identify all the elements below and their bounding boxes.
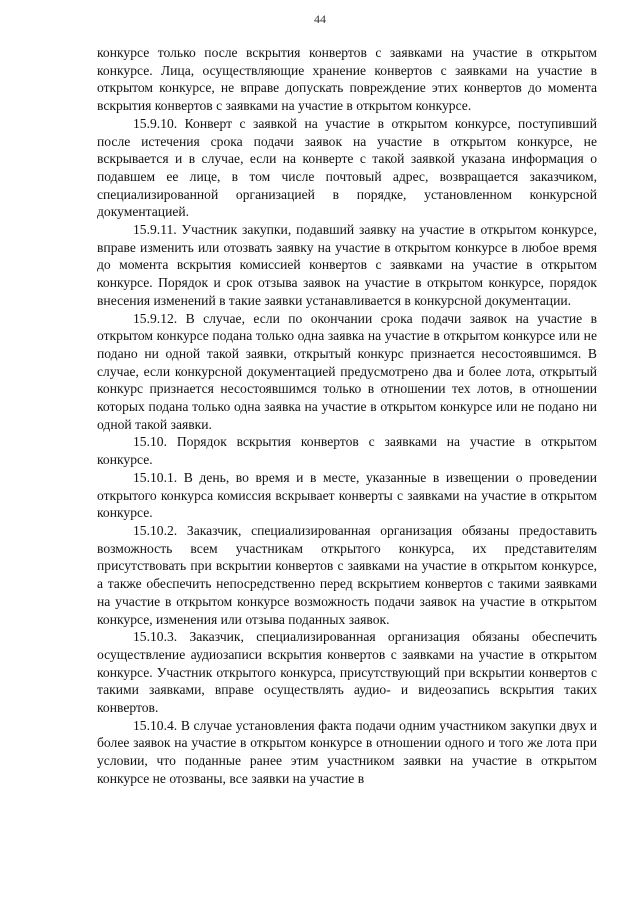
paragraph-15-9-10: 15.9.10. Конверт с заявкой на участие в открытом конкурсе, поступивший после истечения срока подачи заявок на участие в открытом конкурсе, не вскрывается и в случае, если на конверте с такой заявкой указана информация о подавшем ее лице, в том числе почтовый адрес, возвращается заказчиком, специализированной организацией в порядке, установленном конкурсной документацией. bbox=[97, 115, 597, 220]
paragraph-15-10-2: 15.10.2. Заказчик, специализированная организация обязаны предоставить возможность всем участникам открытого конкурса, их представителям присутствовать при вскрытии конвертов с заявками на участие в открытом конкурсе, а также обеспечить непосредственно перед вскрытием конвертов с такими заявками на участие в открытом конкурсе возможность подачи заявок на участие в открытом конкурсе, изменения или отзыва поданных заявок. bbox=[97, 522, 597, 627]
paragraph-15-9-11: 15.9.11. Участник закупки, подавший заявку на участие в открытом конкурсе, вправе изменить или отозвать заявку на участие в открытом конкурсе в любое время до момента вскрытия комиссией конвертов с заявками на участие в открытом конкурсе. Порядок и срок отзыва заявок на участие в открытом конкурсе, порядок внесения изменений в такие заявки устанавливается в конкурсной документации. bbox=[97, 222, 597, 308]
paragraph-15-10-3: 15.10.3. Заказчик, специализированная организация обязаны обеспечить осуществление аудиозаписи вскрытия конвертов с заявками на участие в открытом конкурсе. Участник открытого конкурса, присутствующий при вскрытии конвертов с такими заявками, вправе осуществлять аудио- и видеозапись вскрытия таких конвертов. bbox=[97, 629, 597, 716]
document-body bbox=[97, 44, 597, 788]
page-number: 44 bbox=[314, 12, 326, 26]
paragraph-15-9-12: 15.9.12. В случае, если по окончании срока подачи заявок на участие в открытом конкурсе подана только одна заявка на участие в открытом конкурсе или не подано ни одной такой заявки, открытый конкурс признается несостоявшимся. В случае, если конкурсной документацией предусмотрено два и более лота, открытый конкурс признается несостоявшимся только в отношении тех лотов, в отношении которых подана только одна заявка на участие в открытом конкурсе или не подано ни одной такой заявки. bbox=[97, 310, 597, 432]
paragraph-15-10-1: 15.10.1. В день, во время и в месте, указанные в извещении о проведении открытого конкурса комиссия вскрывает конверты с заявками на участие в открытом конкурсе. bbox=[97, 469, 597, 521]
section-heading-15-10: 15.10. Порядок вскрытия конвертов с заявками на участие в открытом конкурсе. bbox=[97, 434, 597, 468]
paragraph-15-10-4: 15.10.4. В случае установления факта подачи одним участником закупки двух и более заявок на участие в открытом конкурсе в отношении одного и того же лота при условии, что поданные ранее этим участником заявки на участие в открытом конкурсе не отозваны, все заявки на участие в bbox=[97, 717, 597, 786]
paragraph-continuation: конкурсе только после вскрытия конвертов с заявками на участие в открытом конкурсе. Лица, осуществляющие хранение конвертов с заявками на участие в открытом конкурсе, не вправе допускать повреждение этих конвертов до момента вскрытия конвертов с заявками на участие в открытом конкурсе. bbox=[97, 45, 597, 114]
